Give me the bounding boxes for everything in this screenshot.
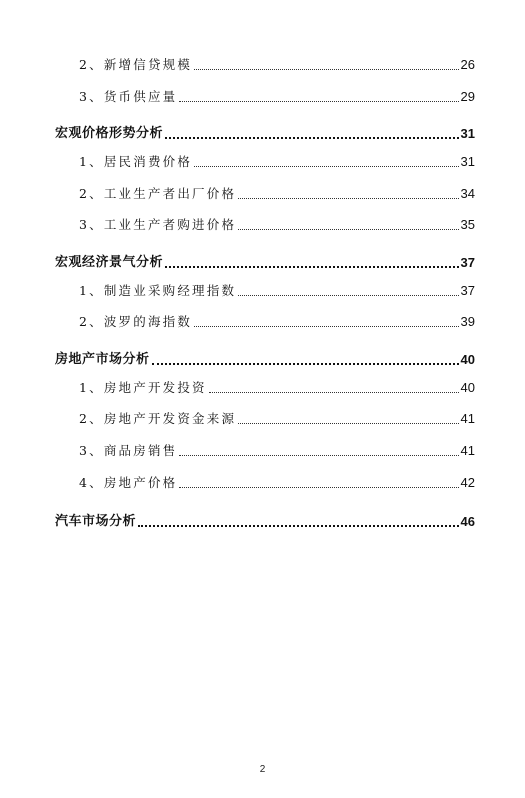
dot-leader: [238, 197, 458, 199]
toc-entry-page: 31: [460, 154, 475, 169]
toc-entry-title: 3、工业生产者购进价格: [79, 217, 237, 232]
dot-leader: [138, 524, 459, 527]
toc-entry-baltic[interactable]: [79, 313, 475, 331]
dot-leader: [152, 362, 459, 365]
toc-entry-title: 1、制造业采购经理指数: [79, 283, 237, 298]
toc-entry-page: 34: [460, 186, 475, 201]
toc-entry-title: 3、商品房销售: [79, 443, 178, 458]
dot-leader: [179, 486, 458, 488]
toc-section-climate[interactable]: [55, 254, 475, 272]
toc-entry-cpi[interactable]: [79, 153, 475, 171]
dot-leader: [179, 100, 458, 102]
toc-entry-pmi[interactable]: [79, 282, 475, 300]
toc-entry-title: 1、居民消费价格: [79, 154, 193, 169]
toc-entry-page: 39: [460, 314, 475, 329]
toc-section-title: 宏观经济景气分析: [55, 255, 164, 270]
toc-section-page: 31: [460, 126, 475, 141]
toc-entry-re-investment[interactable]: [79, 379, 475, 397]
toc-entry-new-credit[interactable]: [79, 56, 475, 74]
toc-entry-title: 2、波罗的海指数: [79, 314, 193, 329]
toc-section-page: 40: [460, 352, 475, 367]
toc-entry-page: 37: [460, 283, 475, 298]
dot-leader: [238, 294, 458, 296]
dot-leader: [238, 422, 458, 424]
toc-entry-re-price[interactable]: [79, 474, 475, 492]
toc-section-page: 46: [460, 514, 475, 529]
toc-entry-title: 2、工业生产者出厂价格: [79, 186, 237, 201]
toc-section-realestate[interactable]: [55, 351, 475, 369]
toc-entry-title: 2、新增信贷规模: [79, 57, 193, 72]
dot-leader: [165, 265, 459, 268]
dot-leader: [165, 136, 459, 139]
toc-entry-page: 41: [460, 411, 475, 426]
toc-entry-page: 35: [460, 217, 475, 232]
toc-entry-money-supply[interactable]: [79, 88, 475, 106]
toc-entry-page: 40: [460, 380, 475, 395]
dot-leader: [238, 228, 458, 230]
dot-leader: [194, 68, 458, 70]
dot-leader: [194, 325, 458, 327]
toc-entry-page: 29: [460, 89, 475, 104]
toc-entry-title: 1、房地产开发投资: [79, 380, 207, 395]
toc-section-auto[interactable]: [55, 513, 475, 531]
toc-entry-title: 2、房地产开发资金来源: [79, 411, 237, 426]
toc-section-page: 37: [460, 255, 475, 270]
toc-entry-ppirm[interactable]: [79, 216, 475, 234]
toc-section-title: 宏观价格形势分析: [55, 126, 164, 141]
toc-entry-page: 41: [460, 443, 475, 458]
dot-leader: [209, 391, 459, 393]
page-number: 2: [259, 764, 266, 775]
dot-leader: [179, 454, 458, 456]
toc-entry-page: 26: [460, 57, 475, 72]
dot-leader: [194, 165, 458, 167]
toc-section-price[interactable]: [55, 125, 475, 143]
toc-entry-ppi[interactable]: [79, 185, 475, 203]
toc-section-title: 房地产市场分析: [55, 352, 150, 367]
toc-section-title: 汽车市场分析: [55, 514, 137, 529]
toc-entry-re-funding[interactable]: [79, 410, 475, 428]
toc-entry-housing-sales[interactable]: [79, 442, 475, 460]
toc-entry-page: 42: [460, 475, 475, 490]
toc-entry-title: 4、房地产价格: [79, 475, 178, 490]
toc-entry-title: 3、货币供应量: [79, 89, 178, 104]
